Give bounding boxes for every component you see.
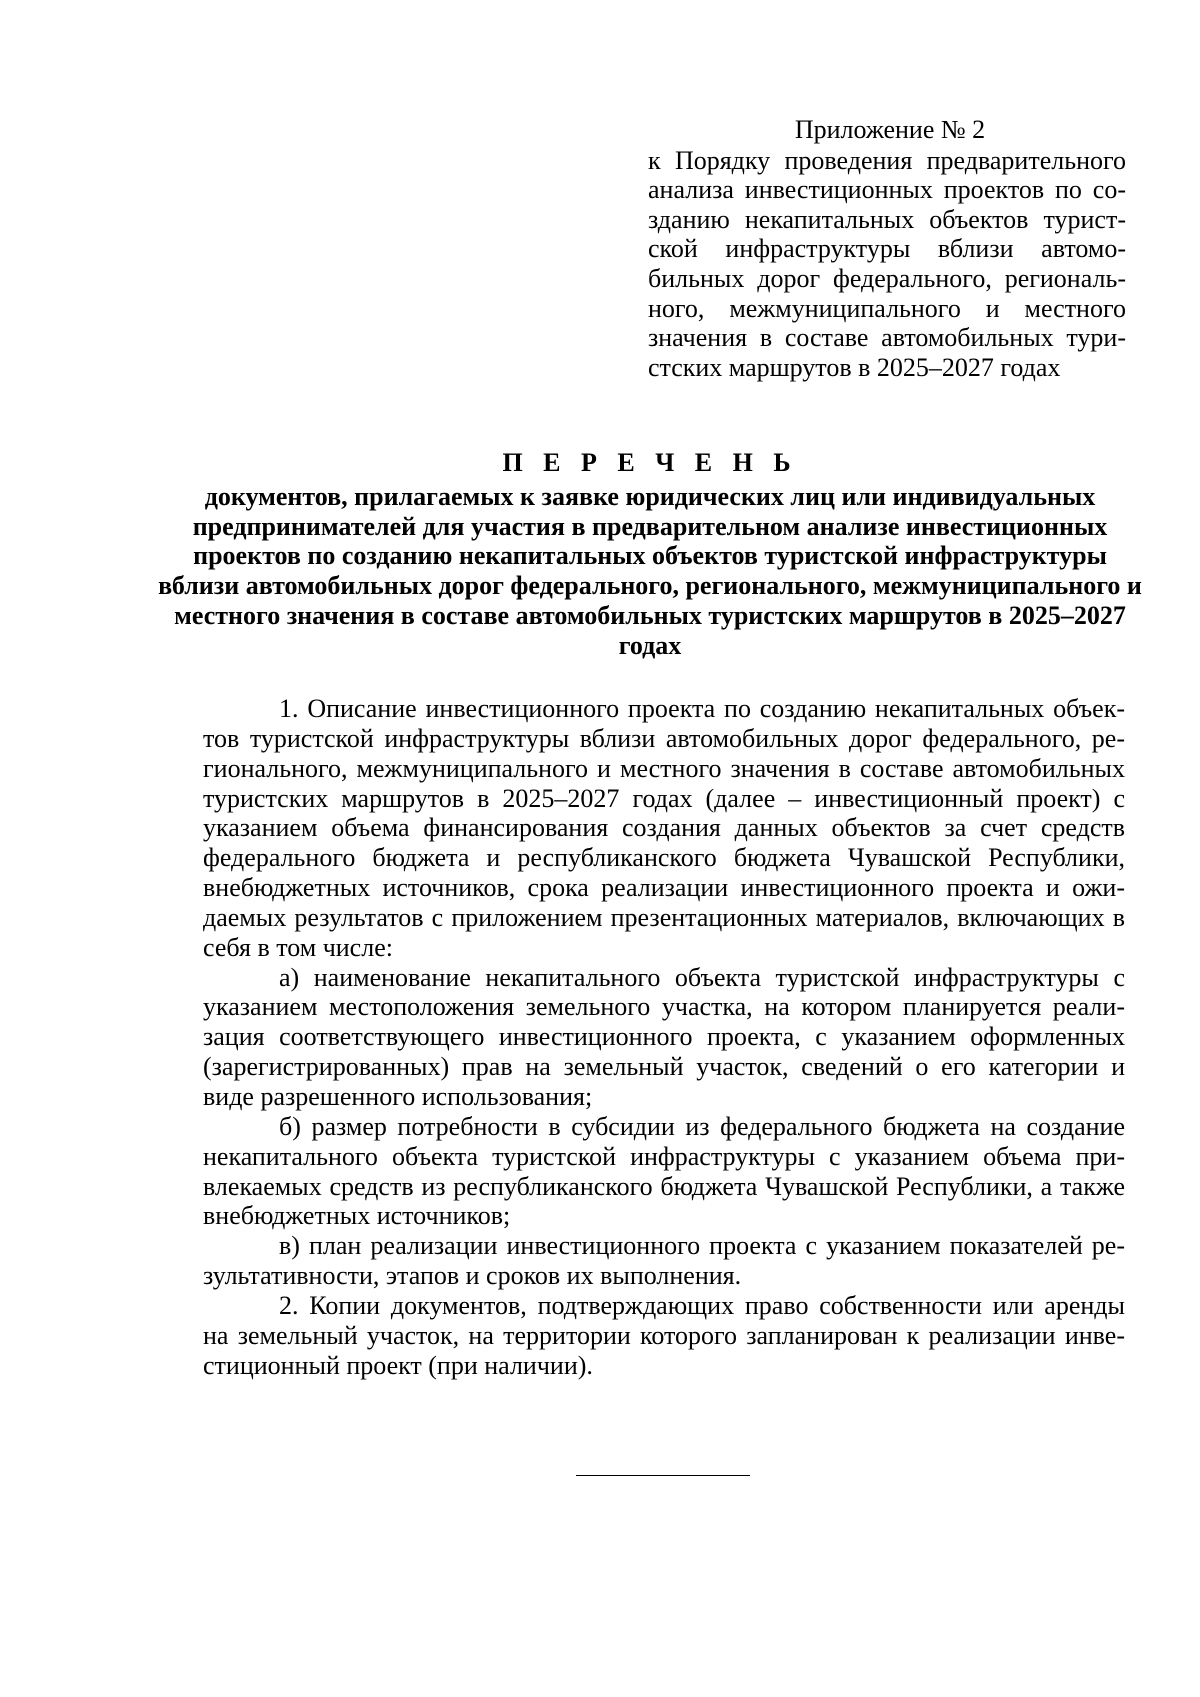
paragraph-1a: а) наименование некапитального объекта туристской инфраструктуры с указанием местоположения земельного участка, на котором планируется реализация соответствующего инвестиционного проекта, с указанием оформленных (зарегистрированных) прав на земельный участок, сведений о его категории и виде разрешенного использования; (203, 962, 1125, 1111)
end-divider (576, 1475, 750, 1476)
document-heading (150, 448, 1150, 661)
paragraph-1c: в) план реализации инвестиционного проекта с указанием показателей результативности, этапов и сроков их выполнения. (203, 1231, 1125, 1291)
document-body (203, 694, 1125, 1380)
paragraph-1: 1. Описание инвестиционного проекта по созданию некапитальных объектов туристской инфраструктуры вблизи автомобильных дорог федерального, регионального, межмуниципального и местного значения в составе автомобильных туристских маршрутов в 2025–2027 годах (далее – инвестиционный проект) с указанием объема финансирования создания данных объектов за счет средств федерального бюджета и республиканского бюджета Чувашской Республики, внебюджетных источников, срока реализации инвестиционного проекта и ожидаемых результатов с приложением презентационных материалов, включающих в себя в том числе: (203, 694, 1125, 962)
paragraph-2: 2. Копии документов, подтверждающих право собственности или аренды на земельный участок, на территории которого запланирован к реализации инвестиционный проект (при наличии). (203, 1290, 1125, 1380)
annex-text: к Порядку проведения предварительного анализа инвестиционных проектов по созданию некапитальных объектов туристской инфраструктуры вблизи автомобильных дорог федерального, регионального, межмуниципального и местного значения в составе автомобильных туристских маршрутов в 2025–2027 годах (648, 145, 1126, 382)
paragraph-1b: б) размер потребности в субсидии из федерального бюджета на создание некапитального объекта туристской инфраструктуры с указанием объема привлекаемых средств из республиканского бюджета Чувашской Республики, а также внебюджетных источников; (203, 1111, 1125, 1231)
annex-title: Приложение № 2 (794, 115, 986, 144)
heading-title: П Е Р Е Ч Е Н Ь (502, 448, 798, 477)
heading-subtitle: документов, прилагаемых к заявке юридических лиц или индивидуальных предпринимателей для участия в предварительном анализе инвестиционных проектов по созданию некапитальных объектов туристской инфраструктуры вблизи автомобильных дорог федерального, регионального, межмуниципального и местного значения в составе автомобильных туристских маршрутов в 2025–2027 годах (158, 481, 1142, 660)
annex-block (648, 115, 1126, 382)
